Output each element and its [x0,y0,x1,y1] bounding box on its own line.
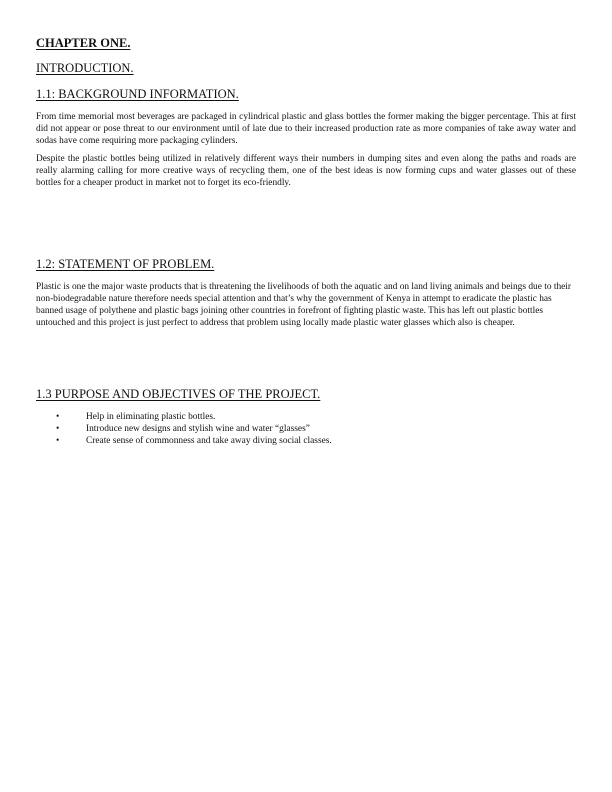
chapter-title: CHAPTER ONE. [36,36,131,50]
list-item: • Introduce new designs and stylish wine and water “glasses” [36,424,576,436]
background-paragraph-2: Despite the plastic bottles being utilized in relatively different ways their numbers in dumping sites and even along the paths and roads are really alarming calling for more creative ways of recycling them, one of the best ideas is now forming cups and water glasses out of these bottles for a cheaper product in market not to forget its eco-friendly. [36,154,576,188]
list-item: • Create sense of commonness and take away diving social classes. [36,436,576,448]
introduction-heading: INTRODUCTION. [36,61,134,75]
list-item: • Help in eliminating plastic bottles. [36,412,576,424]
background-paragraph-1: From time memorial most beverages are packaged in cylindrical plastic and glass bottles the former making the bigger percentage. This at first did not appear or pose threat to our environment until of late due to their increased production rate as more companies of take away water and sodas have come requiring more packaging cylinders. [36,112,576,146]
section-1-1-heading: 1.1: BACKGROUND INFORMATION. [36,87,239,101]
section-1-3-heading: 1.3 PURPOSE AND OBJECTIVES OF THE PROJECT. [36,387,321,401]
section-1-2-heading: 1.2: STATEMENT OF PROBLEM. [36,257,215,271]
problem-paragraph: Plastic is one the major waste products that is threatening the livelihoods of both the aquatic and on land living animals and beings due to their non-biodegradable nature therefore needs special attention and that’s why the government of Kenya in attempt to eradicate the plastic has banned usage of polythene and plastic bags joining other countries in forefront of fighting plastic waste. This has left out plastic bottles untouched and this project is just perfect to address that problem using locally made plastic water glasses which also is cheaper. [36,282,572,328]
objectives-list [36,412,576,448]
